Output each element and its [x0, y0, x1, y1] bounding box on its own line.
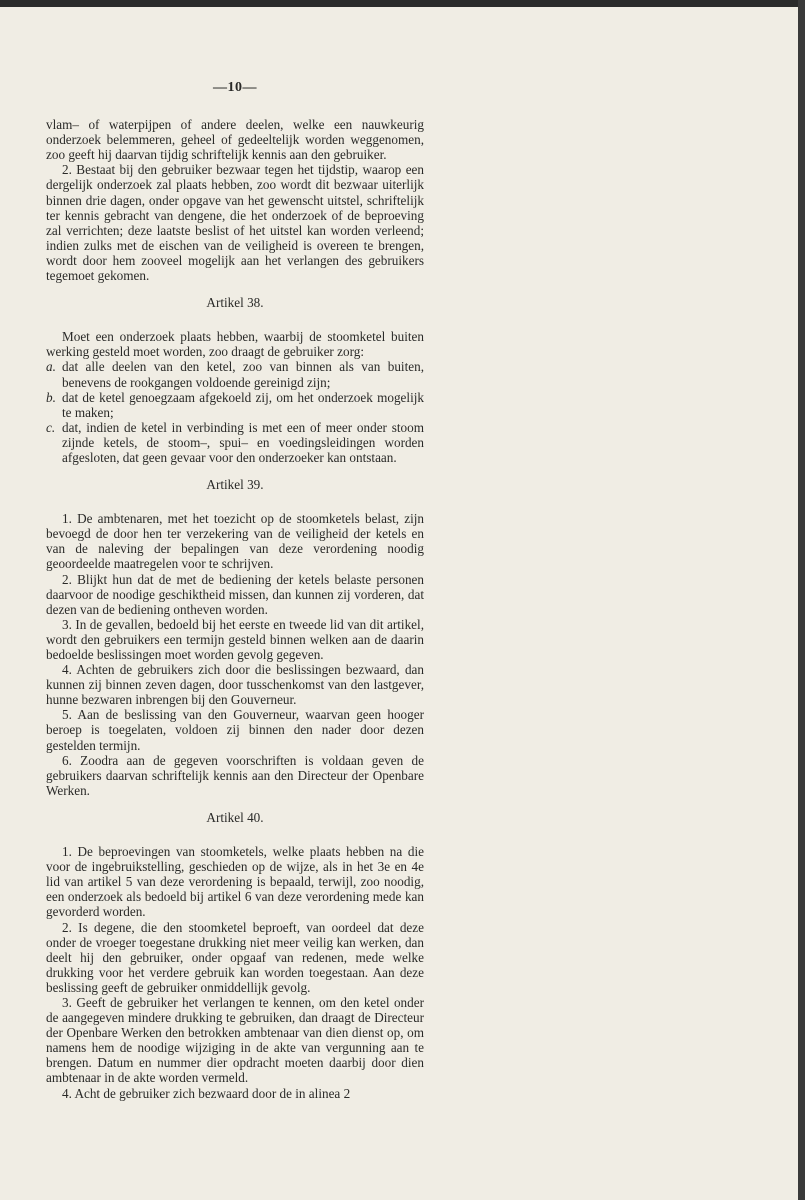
- article-paragraph: 3. Geeft de gebruiker het verlangen te kennen, om den ketel onder de aangegeven mindere drukking te gebruiken, dan draagt de Directeur der Openbare Werken den betrokken ambtenaar van dien dienst op, om namens hem de noodige wijziging in de akte van vergunning aan te brengen. Datum en nummer dier opdracht moeten daarbij door dien ambtenaar in de akte worden vermeld.: [46, 994, 424, 1086]
- list-letter: a.: [46, 359, 56, 375]
- list-item-text: dat alle deelen van den ketel, zoo van binnen als van buiten, benevens de rookgangen voldoende gereinigd zijn;: [62, 359, 424, 390]
- intro-paragraph: vlam– of waterpijpen of andere deelen, welke een nauwkeurig onderzoek belemmeren, geheel of gedeeltelijk worden weggenomen, zoo geeft hij daarvan tijdig schriftelijk kennis aan den gebruiker.: [46, 117, 424, 163]
- scan-right-border: [798, 0, 805, 1200]
- list-letter: b.: [46, 389, 56, 405]
- article-paragraph: 2. Blijkt hun dat de met de bediening der ketels belaste personen daarvoor de noodige geschiktheid missen, dan kunnen zij vorderen, dat dezen van de bediening ontheven worden.: [46, 571, 424, 617]
- list-letter: c.: [46, 419, 56, 435]
- list-item: [46, 420, 424, 465]
- article-heading: Artikel 40.: [206, 809, 264, 825]
- list-item: [46, 359, 424, 389]
- article-paragraph: 2. Is degene, die den stoomketel beproeft, van oordeel dat deze onder de vroeger toegestane drukking niet meer veilig kan werken, dan deelt hij den gebruiker, onder opgaaf van redenen, mede welke drukking voor het verdere gebruik kan worden toegestaan. Aan deze beslissing geeft de gebruiker onmiddellijk gevolg.: [46, 919, 424, 995]
- article-paragraph: 5. Aan de beslissing van den Gouverneur, waarvan geen hooger beroep is toegelaten, voldoen zij binnen den nader door dezen gestelden termijn.: [46, 707, 424, 753]
- article-lead: Moet een onderzoek plaats hebben, waarbij de stoomketel buiten werking gesteld moet worden, zoo draagt de gebruiker zorg:: [46, 329, 424, 360]
- article-paragraph: 4. Acht de gebruiker zich bezwaard door de in alinea 2: [62, 1085, 351, 1101]
- article-paragraph: 1. De ambtenaren, met het toezicht op de stoomketels belast, zijn bevoegd de door hen ter verzekering van de veiligheid der ketels en van de naleving der bepalingen van deze verordening noodig geoordeelde maatregelen voor te schrijven.: [46, 511, 424, 572]
- page-number: —10—: [213, 80, 257, 95]
- article-paragraph: 6. Zoodra aan de gegeven voorschriften is voldaan geven de gebruikers daarvan schriftelijk kennis aan den Directeur der Openbare Werken.: [46, 752, 424, 798]
- scan-top-border: [0, 0, 805, 7]
- article-heading: Artikel 38.: [206, 295, 264, 311]
- list-item-text: dat, indien de ketel in verbinding is met een of meer onder stoom zijnde ketels, de stoom–, spui– en voedingsleidingen worden afgesloten, dat geen gevaar voor den onderzoeker kan ontstaan.: [62, 419, 424, 465]
- article-paragraph: 1. De beproevingen van stoomketels, welke plaats hebben na die voor de ingebruikstelling, geschieden op de wijze, als in het 3e en 4e lid van artikel 5 van deze verordening is bepaald, terwijl, zoo noodig, een onderzoek als bedoeld bij artikel 6 van deze verordening mede kan gevorderd worden.: [46, 844, 424, 920]
- document-page: [46, 80, 424, 1101]
- list-item-text: dat de ketel genoegzaam afgekoeld zij, om het onderzoek mogelijk te maken;: [62, 389, 424, 420]
- article-heading: Artikel 39.: [206, 477, 264, 493]
- intro-paragraph: 2. Bestaat bij den gebruiker bezwaar tegen het tijdstip, waarop een dergelijk onderzoek zal plaats hebben, zoo wordt dit bezwaar uiterlijk binnen drie dagen, onder opgave van het gewenscht uitstel, schriftelijk ter kennis gebracht van dengene, die het onderzoek of de beproeving zal verrichten; deze laatste beslist of het uitstel kan worden verleend; indien zulks met de eischen van de veiligheid is overeen te brengen, wordt door hem zooveel mogelijk aan het verlangen des gebruikers tegemoet gekomen.: [46, 162, 424, 284]
- article-paragraph: 3. In de gevallen, bedoeld bij het eerste en tweede lid van dit artikel, wordt den gebruikers een termijn gesteld binnen welken aan de daarin bedoelde beslissingen moet worden gevolg gegeven.: [46, 616, 424, 662]
- article-paragraph: 4. Achten de gebruikers zich door die beslissingen bezwaard, dan kunnen zij binnen zeven dagen, door tusschenkomst van den lastgever, hunne bezwaren inbrengen bij den Gouverneur.: [46, 662, 424, 708]
- list-item: [46, 390, 424, 420]
